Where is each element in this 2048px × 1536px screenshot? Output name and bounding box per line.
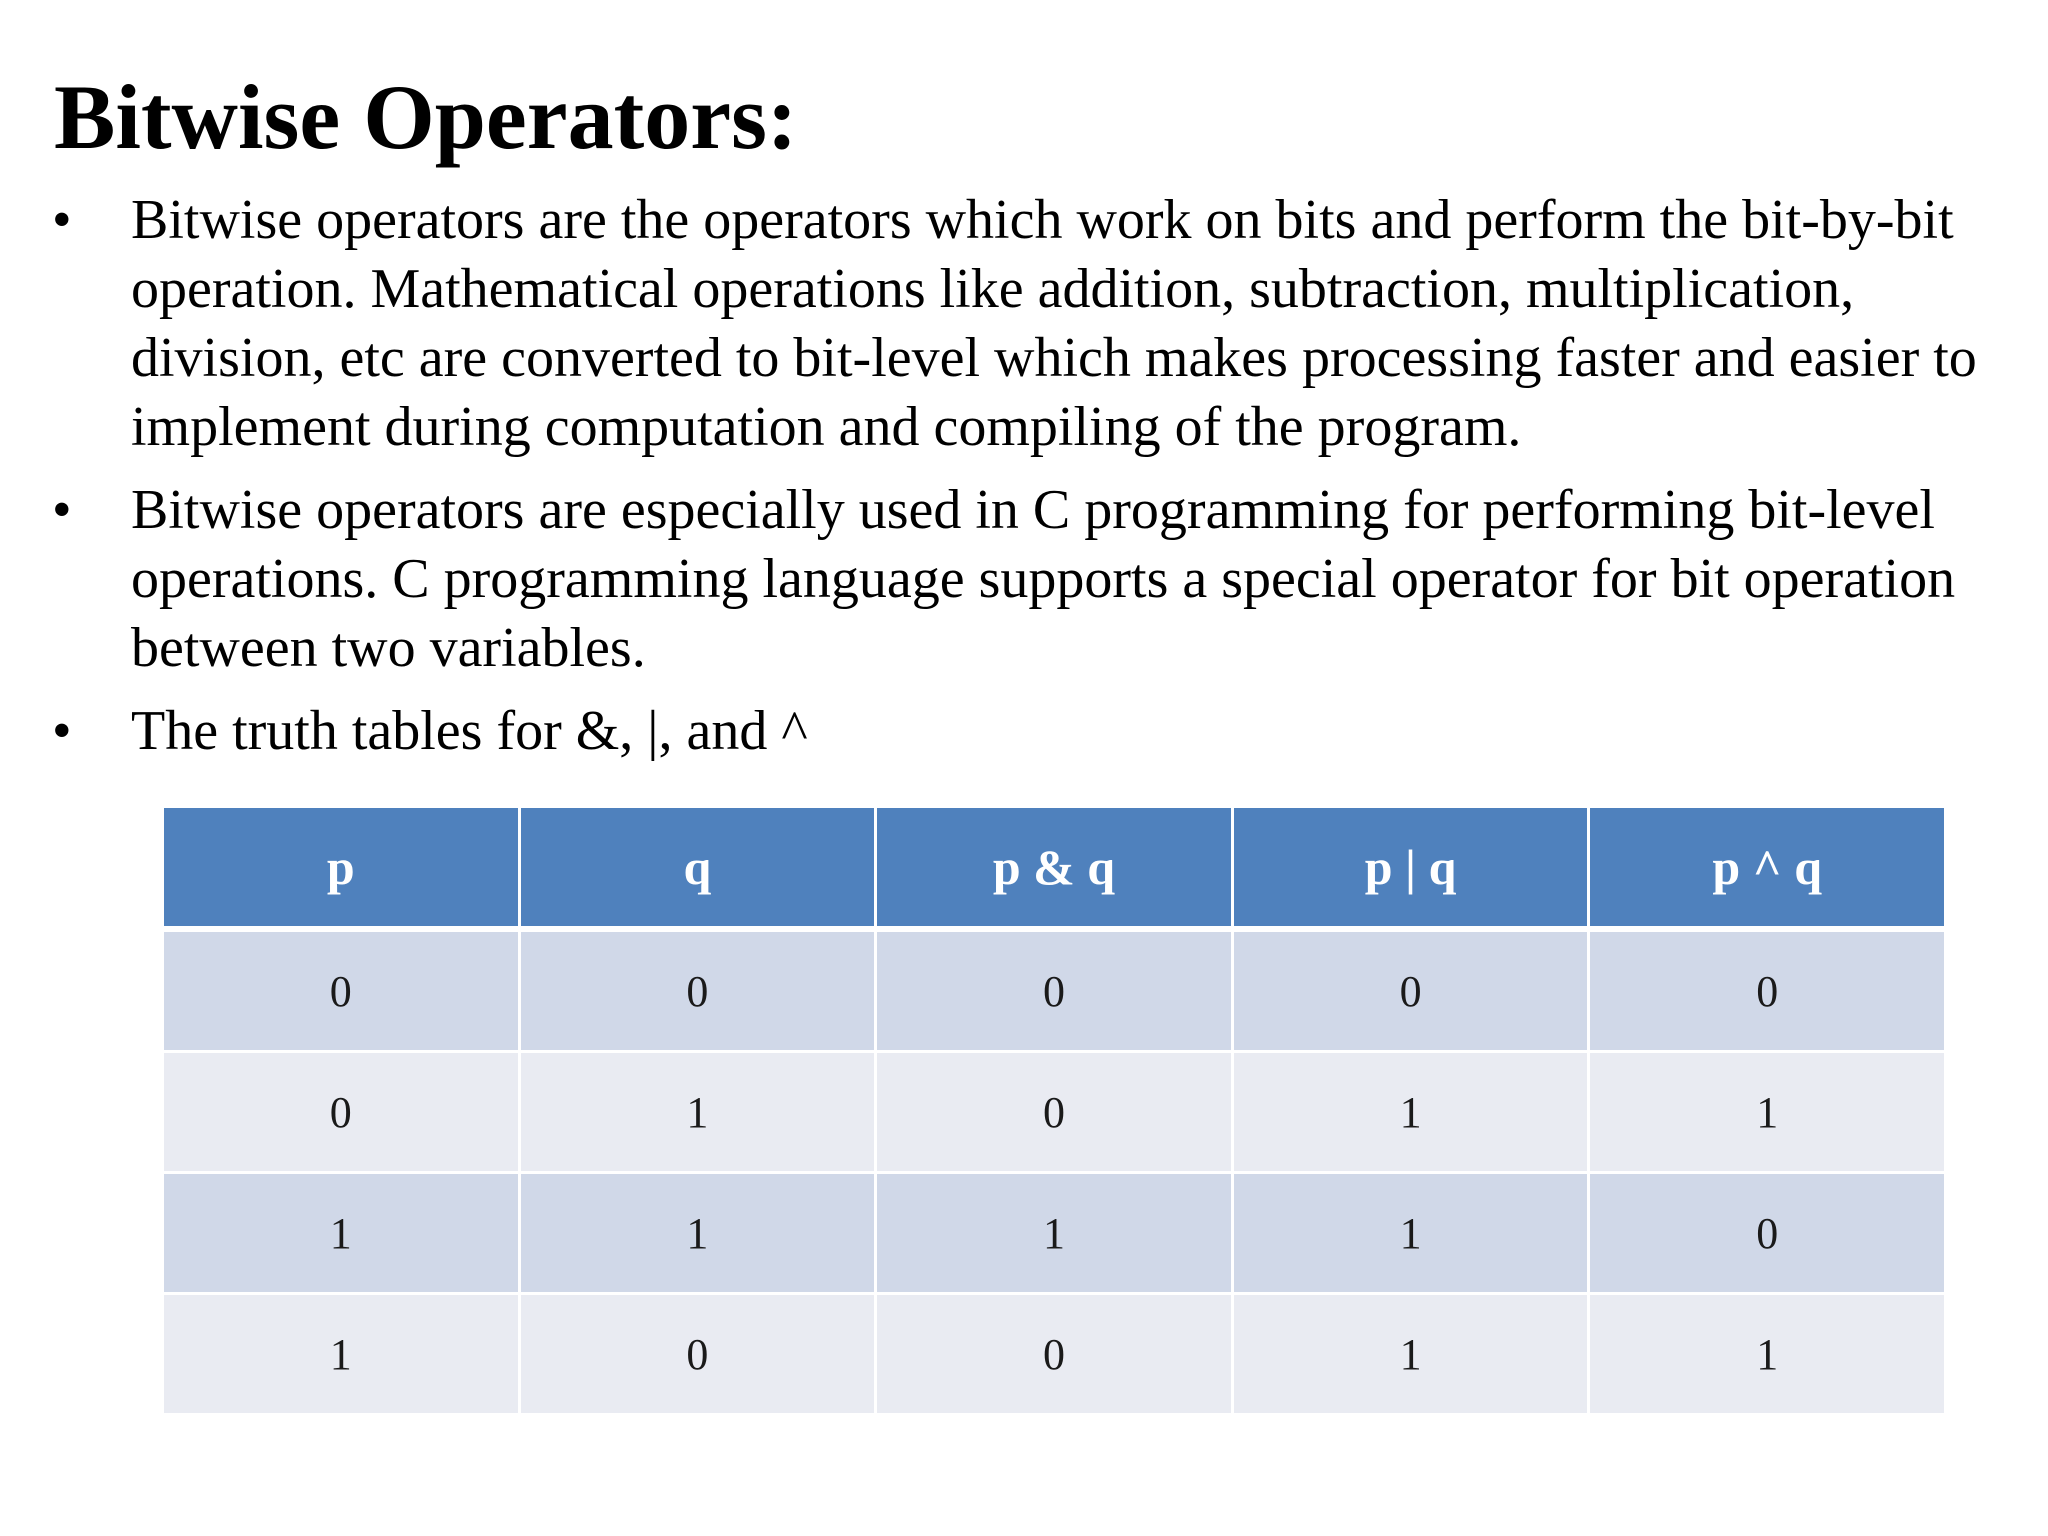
table-row [163, 1052, 1946, 1173]
table-cell: 1 [163, 1294, 520, 1415]
table-cell: 0 [876, 1294, 1233, 1415]
table-cell: 0 [1232, 929, 1589, 1052]
header-cell-q: q [519, 807, 876, 930]
table-cell: 1 [1232, 1294, 1589, 1415]
table-cell: 0 [876, 929, 1233, 1052]
bullet-item [0, 697, 2048, 766]
table-row [163, 1294, 1946, 1415]
header-cell-xor: p ^ q [1589, 807, 1946, 930]
table-cell: 0 [1589, 1173, 1946, 1294]
truth-table [161, 805, 1947, 1416]
table-cell: 1 [163, 1173, 520, 1294]
table-row [163, 929, 1946, 1052]
bullet-item [0, 186, 2048, 462]
table-cell: 0 [1589, 929, 1946, 1052]
header-cell-or: p | q [1232, 807, 1589, 930]
header-cell-and: p & q [876, 807, 1233, 930]
table-cell: 1 [519, 1173, 876, 1294]
bullet-item [0, 476, 2048, 683]
table-cell: 1 [1589, 1294, 1946, 1415]
table-cell: 0 [876, 1052, 1233, 1173]
table-cell: 1 [1589, 1052, 1946, 1173]
table-cell: 0 [519, 929, 876, 1052]
bullet-dot-icon: • [52, 700, 72, 762]
table-header-row [163, 807, 1946, 930]
table-cell: 0 [163, 1052, 520, 1173]
header-cell-p: p [163, 807, 520, 930]
table-row [163, 1173, 1946, 1294]
table-cell: 1 [519, 1052, 876, 1173]
table-cell: 1 [876, 1173, 1233, 1294]
slide-title: Bitwise Operators: [54, 66, 798, 168]
bullet-dot-icon: • [52, 479, 72, 541]
bullet-text: Bitwise operators are the operators which work on bits and perform the bit-by-bit operation. Mathematical operations like addition, subtraction, multiplication, division, etc are converted to bit-level which makes processing faster and easier to implement during computation and compiling of the program. [131, 189, 1977, 458]
table-cell: 0 [163, 929, 520, 1052]
table-cell: 1 [1232, 1052, 1589, 1173]
bullet-dot-icon: • [52, 189, 72, 251]
bullet-text: Bitwise operators are especially used in C programming for performing bit-level operations. C programming language supports a special operator for bit operation between two variables. [131, 479, 1956, 679]
bullet-list [0, 186, 2048, 780]
bullet-text: The truth tables for &, |, and ^ [131, 700, 808, 762]
table-cell: 0 [519, 1294, 876, 1415]
table-cell: 1 [1232, 1173, 1589, 1294]
